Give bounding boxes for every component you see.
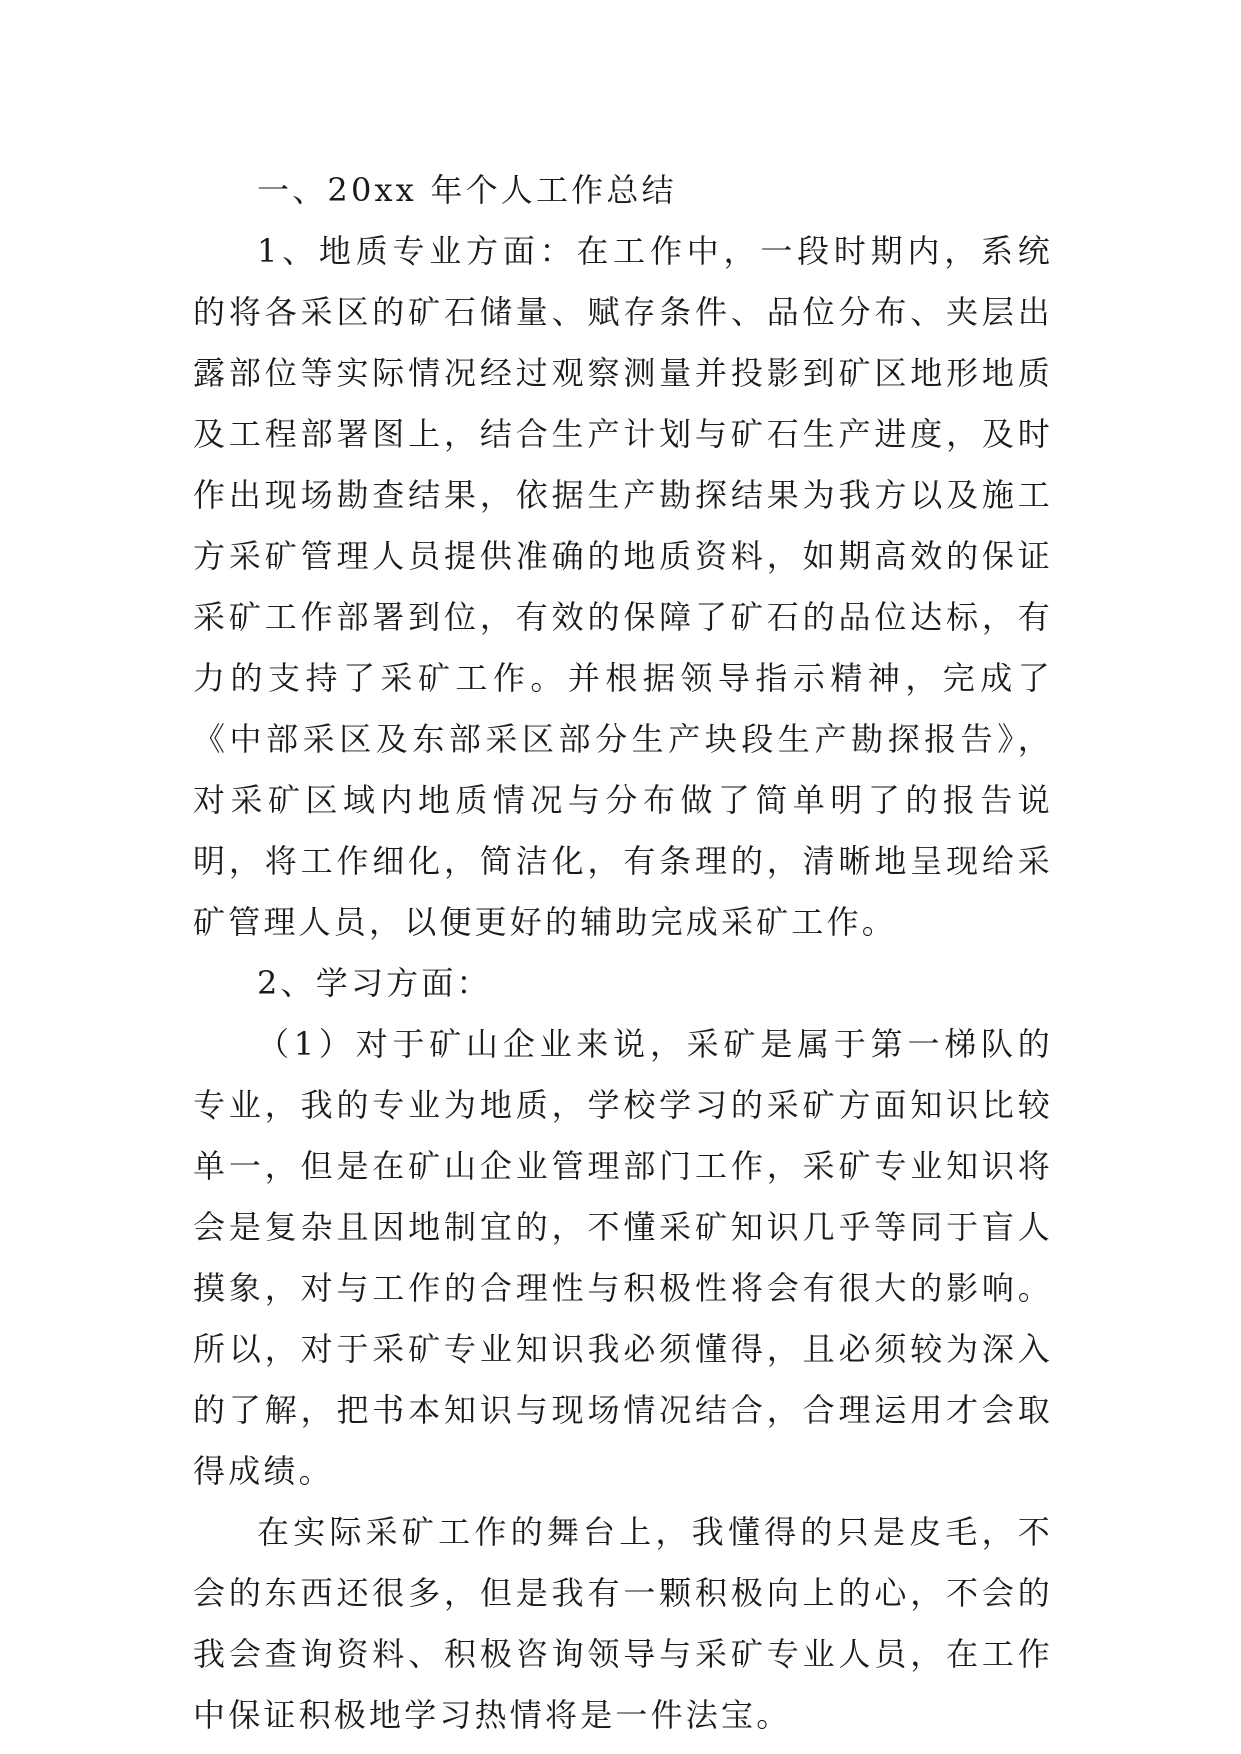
section-heading: 一、20xx 年个人工作总结 <box>257 171 677 209</box>
paragraph-study-heading: 2、学习方面： <box>257 964 492 1002</box>
paragraph-geology: 1、地质专业方面：在工作中，一段时期内，系统的将各采区的矿石储量、赋存条件、品位分布、夹层出露部位等实际情况经过观察测量并投影到矿区地形地质及工程部署图上，结合生产计划与矿石生产进度，及时作出现场勘查结果，依据生产勘探结果为我方以及施工方采矿管理人员提供准确的地质资料，如期高效的保证采矿工作部署到位，有效的保障了矿石的品位达标，有力的支持了采矿工作。并根据领导指示精神，完成了《中部采区及东部采区部分生产块段生产勘探报告》，对采矿区域内地质情况与分布做了简单明了的报告说明，将工作细化，简洁化，有条理的，清晰地呈现给采矿管理人员，以便更好的辅助完成采矿工作。 <box>193 232 1053 941</box>
paragraph-attitude: 在实际采矿工作的舞台上，我懂得的只是皮毛，不会的东西还很多，但是我有一颗积极向上的心，不会的我会查询资料、积极咨询领导与采矿专业人员，在工作中保证积极地学习热情将是一件法宝。 <box>193 1513 1053 1734</box>
paragraph-mining-knowledge: （1）对于矿山企业来说，采矿是属于第一梯队的专业，我的专业为地质，学校学习的采矿方面知识比较单一，但是在矿山企业管理部门工作，采矿专业知识将会是复杂且因地制宜的，不懂采矿知识几乎等同于盲人摸象，对与工作的合理性与积极性将会有很大的影响。所以，对于采矿专业知识我必须懂得，且必须较为深入的了解，把书本知识与现场情况结合，合理运用才会取得成绩。 <box>193 1025 1053 1490</box>
document-body <box>193 160 1053 1746</box>
